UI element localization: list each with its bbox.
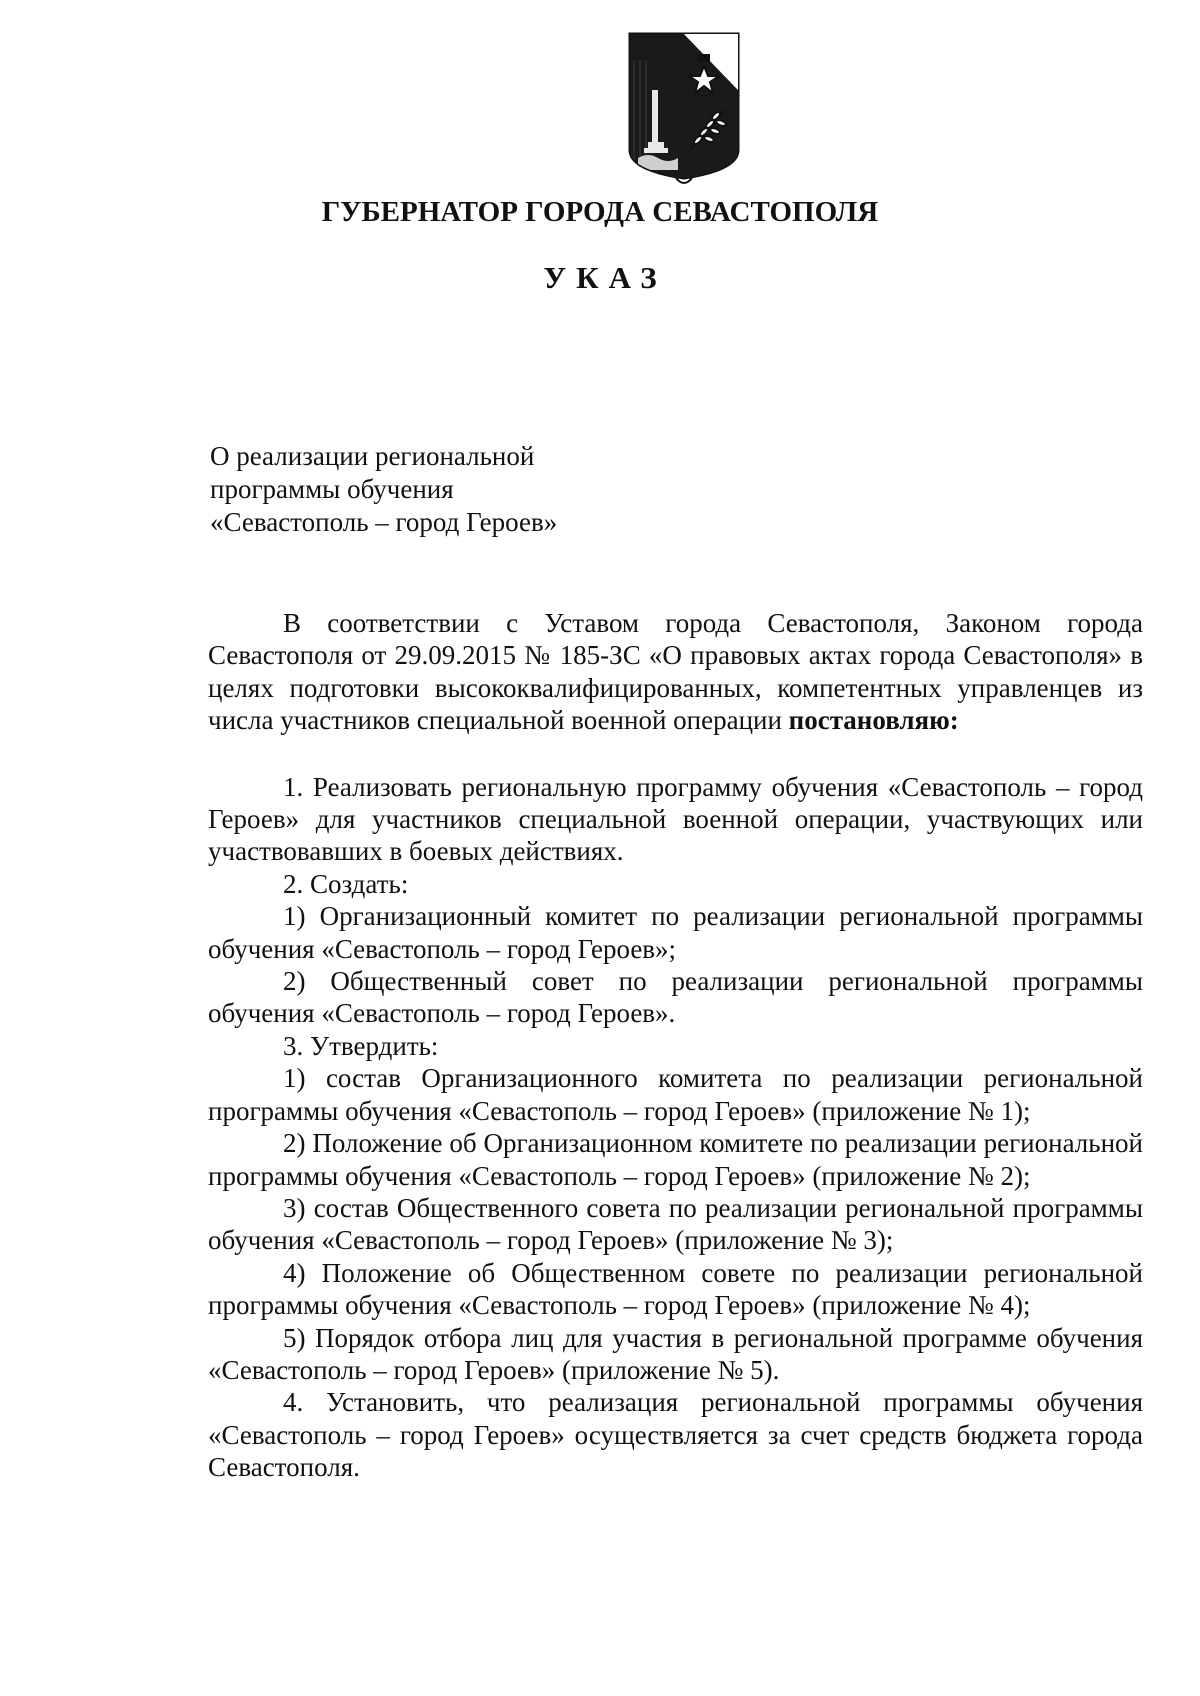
list-item: 3) состав Общественного совета по реализации региональной программы обучения «Севастополь – город Героев» (приложение № 3);: [208, 1192, 1143, 1256]
list-item: 4. Установить, что реализация региональной программы обучения «Севастополь – город Героев» осуществляется за счет средств бюджета города Севастополя.: [208, 1387, 1143, 1483]
issuing-authority-heading: ГУБЕРНАТОР ГОРОДА СЕВАСТОПОЛЯ: [321, 196, 879, 228]
subject-line: программы обучения: [210, 474, 454, 504]
list-item: 1. Реализовать региональную программу обучения «Севастополь – город Героев» для участников специальной военной операции, участвующих или участвовавших в боевых действиях.: [208, 771, 1143, 867]
document-type-heading: УКАЗ: [543, 260, 667, 295]
list-item: 2. Создать:: [283, 868, 409, 899]
paragraph-gap: [208, 737, 1143, 771]
list-item: 4) Положение об Общественном совете по реализации региональной программы обучения «Севастополь – город Героев» (приложение № 4);: [208, 1257, 1143, 1321]
list-item: 3. Утвердить:: [283, 1030, 439, 1061]
document-subject: [210, 440, 557, 539]
list-item: 2) Общественный совет по реализации региональной программы обучения «Севастополь – город Героев».: [208, 966, 1143, 1029]
preamble-text: В соответствии с Уставом города Севастополя, Законом города Севастополя от 29.09.2015 № 185-ЗС «О правовых актах города Севастополя» в целях подготовки высококвалифицированных, компетентных управленцев из числа участников специальной военной операции: [208, 608, 1143, 736]
list-item: 2) Положение об Организационном комитете по реализации региональной программы обучения «Севастополь – город Героев» (приложение № 2);: [208, 1128, 1143, 1191]
coat-of-arms-emblem-icon: [624, 30, 744, 190]
subject-line: О реализации региональной: [210, 441, 535, 471]
preamble-paragraph: [208, 607, 1143, 737]
document-body: [208, 607, 1143, 1484]
resolution-word: постановляю:: [788, 705, 959, 736]
list-item: 1) Организационный комитет по реализации региональной программы обучения «Севастополь – город Героев»;: [208, 901, 1143, 964]
subject-line: «Севастополь – город Героев»: [210, 507, 558, 537]
list-item: 5) Порядок отбора лиц для участия в региональной программе обучения «Севастополь – город Героев» (приложение № 5).: [208, 1322, 1143, 1385]
list-item: 1) состав Организационного комитета по реализации региональной программы обучения «Севастополь – город Героев» (приложение № 1);: [208, 1063, 1143, 1126]
